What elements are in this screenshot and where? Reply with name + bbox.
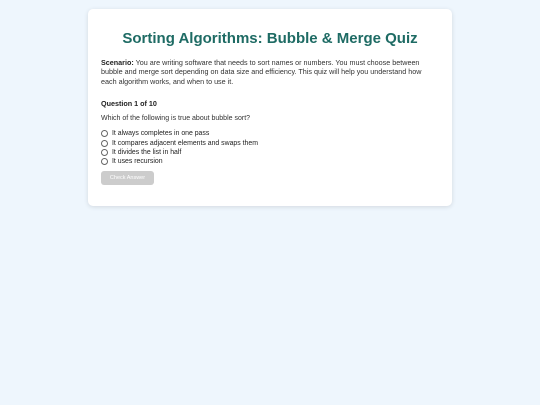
- answer-option-2[interactable]: [101, 139, 439, 148]
- quiz-title: Sorting Algorithms: Bubble & Merge Quiz: [122, 30, 418, 47]
- scenario-label: Scenario:: [101, 58, 134, 67]
- scenario-text: [101, 58, 439, 86]
- answer-option-3[interactable]: [101, 148, 439, 157]
- answer-option-label: It divides the list in half: [112, 148, 182, 156]
- radio-button[interactable]: [101, 140, 108, 147]
- scenario-description: You are writing software that needs to sort names or numbers. You must choose between bubble and merge sort depending on data size and efficiency. This quiz will help you understand how each algorithm works, and when to use it.: [101, 58, 422, 86]
- answer-option-label: It uses recursion: [112, 158, 163, 166]
- question-number: Question 1 of 10: [101, 99, 157, 109]
- radio-button[interactable]: [101, 158, 108, 165]
- quiz-card: [88, 9, 452, 206]
- answer-options: [101, 129, 439, 166]
- answer-option-label: It compares adjacent elements and swaps them: [112, 139, 258, 147]
- answer-option-4[interactable]: [101, 157, 439, 166]
- radio-button[interactable]: [101, 130, 108, 137]
- answer-option-label: It always completes in one pass: [112, 130, 210, 138]
- check-answer-button[interactable]: Check Answer: [101, 171, 154, 185]
- answer-option-1[interactable]: [101, 129, 439, 138]
- radio-button[interactable]: [101, 149, 108, 156]
- question-text: Which of the following is true about bubble sort?: [101, 115, 251, 123]
